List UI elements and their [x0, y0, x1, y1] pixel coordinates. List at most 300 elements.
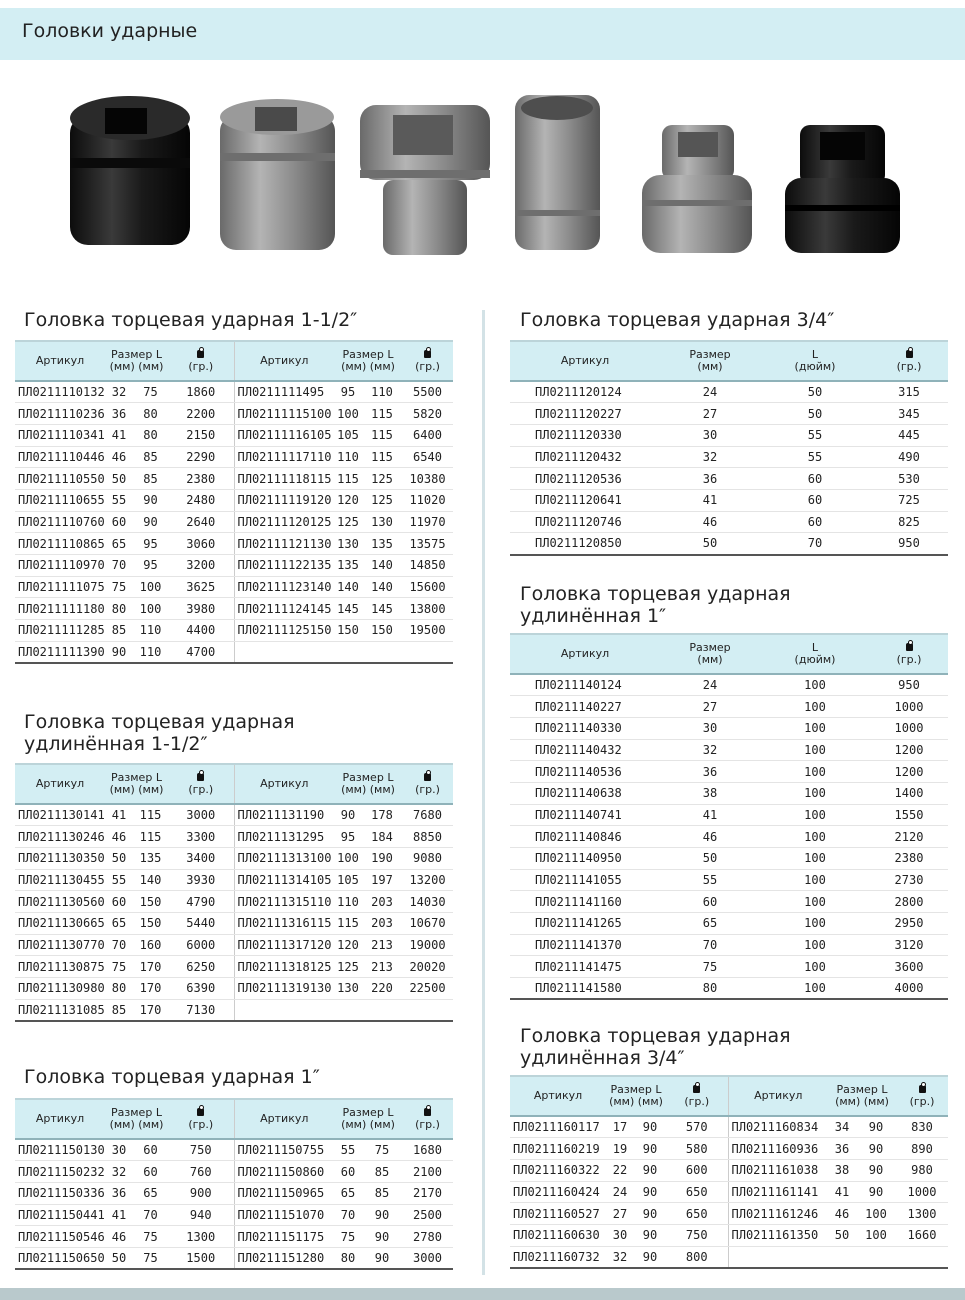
- article-cell: ПЛ0211130350: [15, 847, 105, 869]
- table-row: [15, 555, 453, 577]
- article-cell: ПЛ0211160424: [510, 1181, 606, 1203]
- article-cell: ПЛ02111319130: [234, 978, 334, 1000]
- weight-icon: [424, 350, 431, 358]
- table-row: [510, 869, 948, 891]
- table-row: [510, 533, 948, 555]
- value-cell: 115: [133, 826, 168, 848]
- value-cell: 55: [760, 446, 870, 468]
- value-cell: 55: [760, 424, 870, 446]
- table-row: [15, 912, 453, 934]
- article-cell: ПЛ0211110132: [15, 381, 105, 403]
- value-cell: 178: [362, 804, 402, 826]
- value-cell: 170: [133, 978, 168, 1000]
- value-cell: 60: [105, 511, 133, 533]
- col-header-size: Размер L (мм) (мм): [105, 341, 168, 381]
- table-row: [15, 847, 453, 869]
- value-cell: 530: [870, 468, 948, 490]
- value-cell: 2100: [402, 1161, 453, 1183]
- value-cell: 19500: [402, 620, 453, 642]
- value-cell: [402, 641, 453, 663]
- value-cell: 145: [334, 598, 362, 620]
- article-cell: ПЛ0211130141: [15, 804, 105, 826]
- table-row: [15, 1139, 453, 1161]
- table-row: [15, 804, 453, 826]
- section-title-extended-1-1-2: Головка торцевая ударная удлинённая 1-1/2″: [24, 711, 295, 755]
- col-header-art: Артикул: [234, 341, 334, 381]
- col-header-size: Размер L (мм) (мм): [334, 1099, 402, 1139]
- weight-icon: [906, 350, 913, 358]
- table-row: [15, 598, 453, 620]
- table-row: [15, 576, 453, 598]
- value-cell: 3200: [168, 555, 234, 577]
- value-cell: 445: [870, 424, 948, 446]
- value-cell: 4790: [168, 891, 234, 913]
- value-cell: 34: [828, 1116, 856, 1138]
- value-cell: 345: [870, 403, 948, 425]
- value-cell: 85: [133, 446, 168, 468]
- article-cell: ПЛ0211151070: [234, 1204, 334, 1226]
- value-cell: 27: [660, 403, 760, 425]
- value-cell: 41: [660, 489, 760, 511]
- value-cell: [828, 1246, 856, 1268]
- table-row: [15, 934, 453, 956]
- col-header-weight: (гр.): [896, 1076, 948, 1116]
- article-cell: ПЛ0211110550: [15, 468, 105, 490]
- value-cell: 46: [660, 826, 760, 848]
- value-cell: 150: [133, 912, 168, 934]
- value-cell: 6390: [168, 978, 234, 1000]
- value-cell: 5440: [168, 912, 234, 934]
- value-cell: 2290: [168, 446, 234, 468]
- value-cell: 110: [334, 891, 362, 913]
- value-cell: 145: [362, 598, 402, 620]
- col-header-size: Размер L (мм) (мм): [828, 1076, 896, 1116]
- section-title-extended-1: Головка торцевая ударная удлинённая 1″: [520, 583, 791, 627]
- value-cell: 100: [133, 598, 168, 620]
- article-cell: ПЛ0211150755: [234, 1139, 334, 1161]
- value-cell: [334, 641, 362, 663]
- article-cell: ПЛ02111125150: [234, 620, 334, 642]
- value-cell: 1000: [870, 696, 948, 718]
- value-cell: 85: [362, 1182, 402, 1204]
- table-row: [510, 717, 948, 739]
- article-cell: ПЛ0211150860: [234, 1161, 334, 1183]
- value-cell: 90: [362, 1247, 402, 1269]
- value-cell: 3000: [168, 804, 234, 826]
- value-cell: 70: [760, 533, 870, 555]
- article-cell: ПЛ0211110970: [15, 555, 105, 577]
- value-cell: 60: [660, 891, 760, 913]
- value-cell: 95: [334, 381, 362, 403]
- value-cell: 75: [105, 956, 133, 978]
- table-row: [510, 511, 948, 533]
- col-header-art: Артикул: [15, 764, 105, 804]
- value-cell: 50: [660, 533, 760, 555]
- value-cell: 90: [133, 511, 168, 533]
- article-cell: ПЛ0211111495: [234, 381, 334, 403]
- table-row: [15, 446, 453, 468]
- table-row: [510, 934, 948, 956]
- col-header-size: Размер L (мм) (мм): [334, 341, 402, 381]
- article-cell: ПЛ0211131295: [234, 826, 334, 848]
- value-cell: [896, 1246, 948, 1268]
- value-cell: 32: [105, 381, 133, 403]
- article-cell: ПЛ0211161038: [728, 1159, 828, 1181]
- value-cell: 50: [760, 381, 870, 403]
- article-cell: ПЛ0211151175: [234, 1226, 334, 1248]
- article-cell: ПЛ02111317120: [234, 934, 334, 956]
- value-cell: 55: [105, 489, 133, 511]
- value-cell: 100: [760, 717, 870, 739]
- article-cell: ПЛ0211130455: [15, 869, 105, 891]
- value-cell: 70: [133, 1204, 168, 1226]
- value-cell: 140: [133, 869, 168, 891]
- value-cell: 36: [660, 468, 760, 490]
- table-row: [510, 424, 948, 446]
- value-cell: 1860: [168, 381, 234, 403]
- col-header-art: Артикул: [728, 1076, 828, 1116]
- article-cell: ПЛ0211130770: [15, 934, 105, 956]
- value-cell: 170: [133, 999, 168, 1021]
- value-cell: 80: [105, 598, 133, 620]
- value-cell: 2500: [402, 1204, 453, 1226]
- value-cell: [362, 999, 402, 1021]
- value-cell: 1660: [896, 1224, 948, 1246]
- value-cell: 110: [133, 641, 168, 663]
- article-cell: ПЛ0211160322: [510, 1159, 606, 1181]
- value-cell: 90: [634, 1203, 666, 1225]
- article-cell: ПЛ0211120227: [510, 403, 660, 425]
- col-header-weight: (гр.): [168, 764, 234, 804]
- article-cell: ПЛ0211151280: [234, 1247, 334, 1269]
- article-cell: ПЛ0211160936: [728, 1138, 828, 1160]
- value-cell: 8850: [402, 826, 453, 848]
- value-cell: 3625: [168, 576, 234, 598]
- value-cell: 19000: [402, 934, 453, 956]
- col-header-size: Размер L (мм) (мм): [105, 1099, 168, 1139]
- article-cell: ПЛ0211161141: [728, 1181, 828, 1203]
- table-row: [510, 696, 948, 718]
- col-header-art: Артикул: [510, 634, 660, 674]
- value-cell: 950: [870, 533, 948, 555]
- value-cell: 1200: [870, 761, 948, 783]
- article-cell: ПЛ0211140330: [510, 717, 660, 739]
- article-cell: ПЛ02111120125: [234, 511, 334, 533]
- value-cell: 3980: [168, 598, 234, 620]
- value-cell: 115: [362, 446, 402, 468]
- article-cell: ПЛ0211110236: [15, 403, 105, 425]
- article-cell: ПЛ0211111285: [15, 620, 105, 642]
- page-bottom-band: [0, 1288, 965, 1300]
- article-cell: ПЛ02111123140: [234, 576, 334, 598]
- value-cell: 75: [334, 1226, 362, 1248]
- value-cell: 135: [334, 555, 362, 577]
- value-cell: 41: [105, 1204, 133, 1226]
- value-cell: 80: [133, 424, 168, 446]
- value-cell: 213: [362, 956, 402, 978]
- value-cell: 7130: [168, 999, 234, 1021]
- article-cell: ПЛ0211141475: [510, 956, 660, 978]
- value-cell: 1680: [402, 1139, 453, 1161]
- article-cell: ПЛ0211160117: [510, 1116, 606, 1138]
- value-cell: 4700: [168, 641, 234, 663]
- value-cell: 36: [105, 1182, 133, 1204]
- weight-icon: [693, 1085, 700, 1093]
- section-title-3-4: Головка торцевая ударная 3/4″: [520, 309, 835, 331]
- value-cell: 20020: [402, 956, 453, 978]
- article-cell: ПЛ0211161246: [728, 1203, 828, 1225]
- value-cell: 30: [606, 1224, 634, 1246]
- article-cell: ПЛ0211111075: [15, 576, 105, 598]
- value-cell: 36: [660, 761, 760, 783]
- value-cell: 65: [133, 1182, 168, 1204]
- value-cell: 9080: [402, 847, 453, 869]
- value-cell: 100: [760, 913, 870, 935]
- table-row: [15, 826, 453, 848]
- value-cell: 30: [105, 1139, 133, 1161]
- value-cell: 1200: [870, 739, 948, 761]
- article-cell: ПЛ0211150336: [15, 1182, 105, 1204]
- article-cell: ПЛ0211130875: [15, 956, 105, 978]
- value-cell: 825: [870, 511, 948, 533]
- value-cell: 90: [362, 1204, 402, 1226]
- value-cell: 570: [666, 1116, 728, 1138]
- col-header-size: Размер L (мм) (мм): [334, 764, 402, 804]
- value-cell: 80: [660, 978, 760, 1000]
- value-cell: 115: [133, 804, 168, 826]
- value-cell: 32: [105, 1161, 133, 1183]
- value-cell: 90: [634, 1116, 666, 1138]
- value-cell: 27: [660, 696, 760, 718]
- value-cell: 125: [334, 956, 362, 978]
- value-cell: 1300: [896, 1203, 948, 1225]
- value-cell: 100: [856, 1224, 896, 1246]
- value-cell: 140: [362, 555, 402, 577]
- value-cell: 80: [334, 1247, 362, 1269]
- table-row: [15, 641, 453, 663]
- table-row: [510, 826, 948, 848]
- value-cell: 11970: [402, 511, 453, 533]
- value-cell: 115: [362, 403, 402, 425]
- value-cell: 55: [105, 869, 133, 891]
- article-cell: ПЛ02111318125: [234, 956, 334, 978]
- value-cell: 130: [334, 978, 362, 1000]
- socket-photo-4: [510, 90, 605, 255]
- value-cell: 203: [362, 891, 402, 913]
- value-cell: 2380: [168, 468, 234, 490]
- article-cell: ПЛ0211131085: [15, 999, 105, 1021]
- value-cell: 6250: [168, 956, 234, 978]
- value-cell: 14850: [402, 555, 453, 577]
- value-cell: 100: [760, 696, 870, 718]
- value-cell: 2200: [168, 403, 234, 425]
- table-row: [510, 1224, 948, 1246]
- article-cell: ПЛ0211150650: [15, 1247, 105, 1269]
- article-cell: ПЛ0211131190: [234, 804, 334, 826]
- value-cell: 100: [856, 1203, 896, 1225]
- article-cell: ПЛ0211140227: [510, 696, 660, 718]
- table-extended-1: [510, 633, 948, 1000]
- table-row: [510, 761, 948, 783]
- value-cell: 60: [760, 468, 870, 490]
- article-cell: ПЛ0211140536: [510, 761, 660, 783]
- col-header-size: Размер (мм): [660, 341, 760, 381]
- weight-icon: [424, 773, 431, 781]
- article-cell: ПЛ0211140741: [510, 804, 660, 826]
- col-header-size: Размер L (мм) (мм): [105, 764, 168, 804]
- value-cell: 1550: [870, 804, 948, 826]
- value-cell: 10670: [402, 912, 453, 934]
- value-cell: 90: [362, 1226, 402, 1248]
- table-row: [15, 956, 453, 978]
- value-cell: 95: [133, 533, 168, 555]
- article-cell: ПЛ0211110446: [15, 446, 105, 468]
- value-cell: 190: [362, 847, 402, 869]
- col-header-art: Артикул: [510, 1076, 606, 1116]
- table-row: [15, 1161, 453, 1183]
- value-cell: 580: [666, 1138, 728, 1160]
- article-cell: ПЛ02111316115: [234, 912, 334, 934]
- value-cell: 70: [105, 555, 133, 577]
- table-row: [15, 1247, 453, 1269]
- value-cell: 3930: [168, 869, 234, 891]
- article-cell: ПЛ0211141580: [510, 978, 660, 1000]
- article-cell: ПЛ0211120432: [510, 446, 660, 468]
- article-cell: ПЛ0211110655: [15, 489, 105, 511]
- article-cell: ПЛ02111315110: [234, 891, 334, 913]
- table-row: [510, 891, 948, 913]
- article-cell: ПЛ0211120536: [510, 468, 660, 490]
- value-cell: 140: [362, 576, 402, 598]
- value-cell: 46: [105, 826, 133, 848]
- section-title-1-1-2: Головка торцевая ударная 1-1/2″: [24, 309, 358, 331]
- weight-icon: [197, 773, 204, 781]
- value-cell: 75: [105, 576, 133, 598]
- article-cell: ПЛ02111122135: [234, 555, 334, 577]
- article-cell: ПЛ0211160527: [510, 1203, 606, 1225]
- article-cell: ПЛ0211141265: [510, 913, 660, 935]
- table-extended-1-1-2: [15, 763, 453, 1022]
- article-cell: ПЛ02111115100: [234, 403, 334, 425]
- value-cell: 65: [660, 913, 760, 935]
- value-cell: 6540: [402, 446, 453, 468]
- article-cell: ПЛ0211130665: [15, 912, 105, 934]
- value-cell: 490: [870, 446, 948, 468]
- article-cell: ПЛ0211160834: [728, 1116, 828, 1138]
- socket-photo-3: [355, 100, 495, 260]
- value-cell: 100: [760, 761, 870, 783]
- table-row: [510, 489, 948, 511]
- table-row: [15, 381, 453, 403]
- value-cell: 50: [105, 847, 133, 869]
- table-3-4: [510, 340, 948, 556]
- socket-photo-6: [780, 120, 905, 255]
- weight-icon: [197, 350, 204, 358]
- value-cell: 14030: [402, 891, 453, 913]
- value-cell: 90: [634, 1159, 666, 1181]
- col-header-art: Артикул: [510, 341, 660, 381]
- value-cell: 24: [660, 674, 760, 696]
- table-row: [510, 1246, 948, 1268]
- value-cell: 90: [856, 1116, 896, 1138]
- value-cell: 65: [105, 533, 133, 555]
- article-cell: ПЛ0211120124: [510, 381, 660, 403]
- weight-icon: [906, 643, 913, 651]
- table-row: [15, 533, 453, 555]
- value-cell: 13200: [402, 869, 453, 891]
- value-cell: 100: [760, 674, 870, 696]
- value-cell: 46: [105, 1226, 133, 1248]
- table-row: [510, 956, 948, 978]
- value-cell: 110: [334, 446, 362, 468]
- value-cell: 13575: [402, 533, 453, 555]
- value-cell: 2730: [870, 869, 948, 891]
- value-cell: 90: [634, 1246, 666, 1268]
- value-cell: 650: [666, 1203, 728, 1225]
- value-cell: 75: [660, 956, 760, 978]
- value-cell: 197: [362, 869, 402, 891]
- article-cell: ПЛ0211110865: [15, 533, 105, 555]
- value-cell: 110: [362, 381, 402, 403]
- col-header-weight: (гр.): [402, 764, 453, 804]
- table-row: [510, 913, 948, 935]
- value-cell: 5820: [402, 403, 453, 425]
- value-cell: 30: [660, 717, 760, 739]
- value-cell: 24: [606, 1181, 634, 1203]
- value-cell: 60: [760, 489, 870, 511]
- value-cell: 90: [856, 1181, 896, 1203]
- table-row: [15, 424, 453, 446]
- value-cell: 85: [362, 1161, 402, 1183]
- article-cell: ПЛ0211120641: [510, 489, 660, 511]
- value-cell: 90: [334, 804, 362, 826]
- col-header-weight: (гр.): [168, 341, 234, 381]
- value-cell: 3600: [870, 956, 948, 978]
- table-row: [15, 620, 453, 642]
- value-cell: 50: [760, 403, 870, 425]
- table-row: [510, 381, 948, 403]
- value-cell: 60: [133, 1139, 168, 1161]
- value-cell: 100: [760, 978, 870, 1000]
- value-cell: 100: [760, 739, 870, 761]
- col-header-weight: (гр.): [402, 1099, 453, 1139]
- value-cell: 85: [133, 468, 168, 490]
- article-cell: ПЛ0211110760: [15, 511, 105, 533]
- table-row: [15, 1204, 453, 1226]
- value-cell: 50: [828, 1224, 856, 1246]
- value-cell: 65: [105, 912, 133, 934]
- article-cell: ПЛ02111124145: [234, 598, 334, 620]
- table-row: [510, 1138, 948, 1160]
- table-row: [15, 999, 453, 1021]
- value-cell: 27: [606, 1203, 634, 1225]
- value-cell: 38: [660, 782, 760, 804]
- table-row: [510, 782, 948, 804]
- article-cell: [728, 1246, 828, 1268]
- article-cell: ПЛ0211140950: [510, 848, 660, 870]
- value-cell: 650: [666, 1181, 728, 1203]
- value-cell: 130: [334, 533, 362, 555]
- value-cell: 13800: [402, 598, 453, 620]
- article-cell: ПЛ0211140124: [510, 674, 660, 696]
- value-cell: 2120: [870, 826, 948, 848]
- article-cell: ПЛ0211160630: [510, 1224, 606, 1246]
- value-cell: 90: [634, 1138, 666, 1160]
- article-cell: ПЛ0211150130: [15, 1139, 105, 1161]
- value-cell: 150: [334, 620, 362, 642]
- value-cell: 75: [133, 381, 168, 403]
- col-header-art: Артикул: [234, 764, 334, 804]
